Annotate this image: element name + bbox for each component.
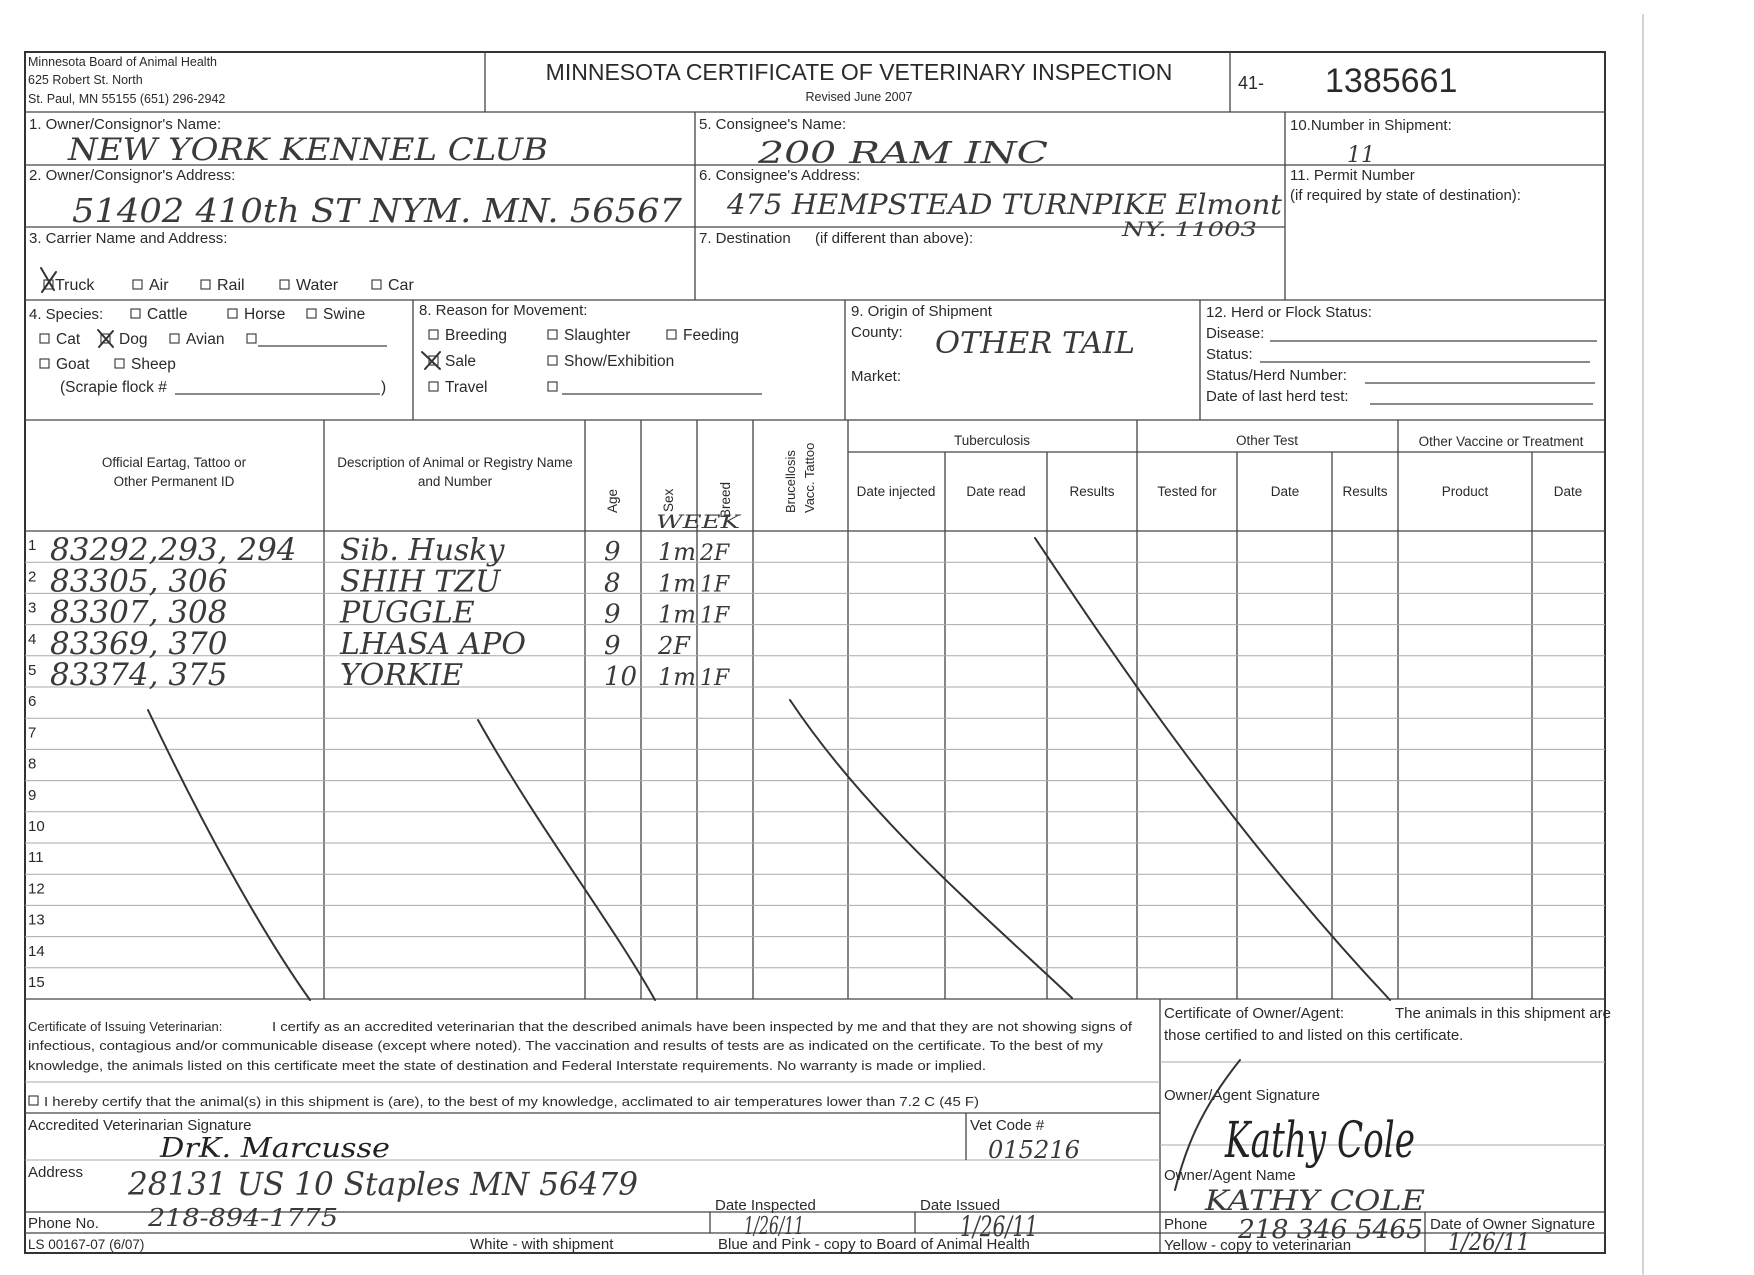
reason-feeding: Feeding (683, 327, 740, 344)
revised-note: Revised June 2007 (805, 90, 913, 104)
vet-address-value[interactable]: 28131 US 10 Staples MN 56479 (127, 1165, 638, 1203)
col-desc-header-2: and Number (417, 474, 493, 489)
carrier-option-car: Car (388, 277, 414, 294)
section-permit-number (1290, 167, 1521, 204)
vet-phone-value[interactable]: 218-894-1775 (146, 1204, 338, 1232)
strike-line-id (148, 710, 310, 1000)
herd-number-label: Status/Herd Number: (1206, 367, 1347, 384)
table-row-number: 12 (28, 880, 45, 898)
table-row-number: 1 (28, 537, 37, 555)
check-mark-dog (98, 330, 113, 347)
carrier-option-air: Air (149, 277, 169, 294)
checkbox-air[interactable] (133, 280, 142, 289)
last-test-label: Date of last herd test: (1206, 388, 1349, 405)
consignee-address-state[interactable]: NY. 11003 (1120, 217, 1257, 241)
scrapie-flock-close: ) (381, 379, 387, 396)
checkbox-slaughter[interactable] (548, 330, 557, 339)
owner-certificate (1160, 1005, 1611, 1256)
col-ot-results: Results (1342, 484, 1388, 499)
animal-age-cell[interactable]: 9 (604, 630, 621, 661)
owner-name-value[interactable]: NEW YORK KENNEL CLUB (66, 132, 548, 168)
consignee-name-value[interactable]: 200 RAM INC (756, 136, 1049, 171)
section-reason-for-movement (419, 302, 762, 396)
checkbox-sheep[interactable] (115, 359, 124, 368)
section-consignee-name (699, 116, 1048, 171)
owner-address-value[interactable]: 51402 410th ST NYM. MN. 56567 (72, 191, 682, 230)
section-species (29, 306, 387, 396)
species-swine: Swine (323, 306, 366, 323)
owner-cert-text-1: The animals in this shipment are (1395, 1005, 1611, 1022)
animal-description-cell[interactable]: Sib. Husky (340, 533, 505, 569)
owner-name-agent-value[interactable]: KATHY COLE (1203, 1184, 1425, 1217)
animal-breed-cell[interactable]: 1F (700, 572, 730, 598)
origin-label: 9. Origin of Shipment (851, 303, 992, 320)
owner-signature-label: Owner/Agent Signature (1164, 1087, 1320, 1104)
table-row-number: 6 (28, 693, 37, 711)
cert-number: 1385661 (1325, 62, 1458, 100)
permit-label: 11. Permit Number (1290, 167, 1415, 184)
col-vt-date: Date (1553, 484, 1583, 499)
animal-age-cell[interactable]: 8 (604, 568, 621, 599)
species-avian: Avian (186, 331, 225, 348)
col-tb-results: Results (1069, 484, 1115, 499)
col-brucellosis-header-1: Brucellosis (783, 450, 798, 513)
reason-travel: Travel (445, 379, 488, 396)
market-label: Market: (851, 368, 902, 385)
reason-slaughter: Slaughter (564, 327, 631, 344)
cert-number-prefix: 41- (1238, 73, 1265, 93)
carrier-option-rail: Rail (217, 277, 245, 294)
animal-sex-cell[interactable]: 1m (658, 663, 697, 691)
species-horse: Horse (244, 306, 286, 323)
table-row-lines (25, 562, 1605, 968)
col-vt-product: Product (1441, 484, 1489, 499)
copy-blue-pink: Blue and Pink - copy to Board of Animal Health (718, 1236, 1030, 1253)
animal-description-cell[interactable]: PUGGLE (340, 595, 475, 631)
vet-cert-line-2: infectious, contagious and/or communicable disease (except where noted). The vaccination and results of tests are as indicated on the certificate. To the best of my (28, 1038, 1104, 1053)
table-row-number: 2 (28, 568, 37, 586)
species-label: 4. Species: (29, 306, 104, 323)
vet-code-value[interactable]: 015216 (988, 1136, 1080, 1164)
vet-cert-line-1: I certify as an accredited veterinarian that the described animals have been inspected by me and that they are not showing signs of (272, 1019, 1133, 1034)
animal-id-cell[interactable]: 83292,293, 294 (50, 532, 297, 569)
col-brucellosis-header-2: Vacc. Tattoo (802, 442, 817, 513)
checkbox-travel[interactable] (429, 382, 438, 391)
vet-cert-label: Certificate of Issuing Veterinarian: (28, 1019, 223, 1034)
vet-code-label: Vet Code # (970, 1117, 1045, 1134)
table-row-number: 10 (28, 818, 45, 835)
county-label: County: (851, 324, 903, 341)
copy-yellow: Yellow - copy to veterinarian (1164, 1237, 1352, 1254)
vet-address-label: Address (28, 1164, 84, 1181)
animal-id-cell[interactable]: 83307, 308 (50, 594, 228, 631)
group-tuberculosis: Tuberculosis (953, 433, 1031, 448)
checkbox-cattle[interactable] (131, 309, 140, 318)
carrier-option-water: Water (296, 277, 339, 294)
age-unit-note: WEEK (656, 511, 743, 533)
destination-note: (if different than above): (815, 230, 974, 247)
owner-date-value[interactable]: 1/26/11 (1448, 1228, 1530, 1256)
vet-signature[interactable]: DrK. Marcusse (158, 1133, 390, 1164)
carrier-option-truck: Truck (55, 277, 95, 294)
owner-name-label: 1. Owner/Consignor's Name: (29, 116, 222, 133)
section-owner-name (29, 116, 548, 168)
county-value[interactable]: OTHER TAIL (935, 326, 1135, 361)
section-number-in-shipment (1290, 117, 1452, 168)
table-row-number: 14 (28, 942, 45, 960)
section-destination (699, 230, 973, 247)
col-sex-header: Sex (661, 488, 676, 512)
checkbox-car[interactable] (372, 280, 381, 289)
permit-note: (if required by state of destination): (1290, 187, 1521, 204)
col-age-header: Age (605, 488, 620, 513)
col-ot-tested-for: Tested for (1157, 484, 1217, 499)
table-row-number: 7 (28, 724, 37, 742)
checkbox-swine[interactable] (307, 309, 316, 318)
checkbox-show[interactable] (548, 356, 557, 365)
table-row-number: 13 (28, 911, 45, 929)
owner-date-label: Date of Owner Signature (1430, 1216, 1596, 1233)
owner-cert-label: Certificate of Owner/Agent: (1164, 1005, 1345, 1022)
reason-show: Show/Exhibition (564, 353, 675, 370)
animal-sex-cell[interactable]: 1m (658, 538, 697, 567)
section-owner-address (29, 167, 682, 230)
form-title: MINNESOTA CERTIFICATE OF VETERINARY INSPECTION (545, 59, 1173, 85)
animal-sex-cell[interactable]: 1m (658, 600, 697, 629)
species-cat: Cat (56, 331, 81, 348)
checkbox-horse[interactable] (228, 309, 237, 318)
animal-breed-cell[interactable]: 1F (700, 666, 730, 691)
animal-breed-cell[interactable]: 2F (700, 541, 730, 567)
date-issued-label: Date Issued (920, 1197, 1001, 1214)
animal-description-cell[interactable]: SHIH TZU (340, 564, 501, 600)
destination-label: 7. Destination (699, 230, 791, 247)
section-herd-status (1206, 304, 1597, 405)
consignee-address-value[interactable]: 475 HEMPSTEAD TURNPIKE Elmont (725, 188, 1283, 221)
animal-sex-cell[interactable]: 1m (658, 569, 697, 598)
animal-id-cell[interactable]: 83374, 375 (50, 657, 228, 693)
agency-street: 625 Robert St. North (28, 73, 143, 87)
table-row-numbers (28, 537, 45, 991)
group-other-vaccine: Other Vaccine or Treatment (1418, 434, 1584, 449)
owner-phone-value[interactable]: 218 346 5465 (1236, 1215, 1423, 1245)
col-tb-date-read: Date read (966, 484, 1026, 499)
acclimation-statement: I hereby certify that the animal(s) in this shipment is (are), to the best of my knowledge, acclimated to air temperatures lower than 7.2 C (45 F) (44, 1094, 979, 1109)
owner-cert-text-2: those certified to and listed on this certificate. (1164, 1027, 1464, 1044)
table-row-entries (50, 532, 730, 693)
checkbox-acclimation[interactable] (29, 1096, 38, 1105)
animal-sex-cell[interactable]: 2F (658, 631, 690, 660)
animal-age-cell[interactable]: 9 (604, 537, 621, 568)
species-cattle: Cattle (147, 306, 188, 323)
animal-table (25, 420, 1605, 1000)
reason-label: 8. Reason for Movement: (419, 302, 588, 319)
consignee-address-label: 6. Consignee's Address: (699, 167, 861, 184)
checkbox-rail[interactable] (201, 280, 210, 289)
copy-white: White - with shipment (470, 1236, 614, 1253)
shipment-count-label: 10.Number in Shipment: (1290, 117, 1452, 134)
table-row-number: 9 (28, 786, 37, 804)
col-breed-header: Breed (718, 481, 733, 518)
col-ot-date: Date (1270, 484, 1300, 499)
col-tb-date-injected: Date injected (856, 484, 936, 499)
owner-name-agent-label: Owner/Agent Name (1164, 1167, 1296, 1184)
animal-id-cell[interactable]: 83369, 370 (50, 625, 228, 662)
owner-phone-label: Phone (1164, 1216, 1208, 1233)
animal-breed-cell[interactable]: 1F (700, 603, 730, 629)
shipment-count-value[interactable]: 11 (1347, 143, 1375, 168)
reason-breeding: Breeding (445, 327, 508, 344)
strike-line-results (1035, 538, 1390, 1000)
checkbox-cat[interactable] (40, 334, 49, 343)
scrapie-flock-label: (Scrapie flock # (60, 379, 167, 396)
checkbox-reason-other[interactable] (548, 382, 557, 391)
carrier-label: 3. Carrier Name and Address: (29, 230, 228, 247)
checkbox-avian[interactable] (170, 334, 179, 343)
table-row-number: 15 (28, 974, 45, 991)
date-inspected-label: Date Inspected (715, 1197, 816, 1214)
checkbox-water[interactable] (280, 280, 289, 289)
section-origin (851, 303, 1135, 385)
header (25, 52, 1605, 112)
herd-status-label: 12. Herd or Flock Status: (1206, 304, 1372, 321)
animal-description-cell[interactable]: YORKIE (340, 658, 464, 693)
col-id-header-2: Other Permanent ID (113, 474, 235, 489)
species-sheep: Sheep (131, 356, 176, 373)
table-row-number: 3 (28, 599, 37, 617)
agency-name: Minnesota Board of Animal Health (28, 55, 217, 69)
animal-age-cell[interactable]: 9 (604, 599, 621, 630)
table-row-number: 5 (28, 662, 37, 679)
species-dog: Dog (119, 331, 148, 348)
col-desc-header-1: Description of Animal or Registry Name (337, 455, 573, 470)
species-goat: Goat (56, 356, 90, 373)
col-id-header-1: Official Eartag, Tattoo or (101, 455, 247, 470)
table-row-number: 4 (28, 630, 37, 648)
checkbox-goat[interactable] (40, 359, 49, 368)
owner-address-label: 2. Owner/Consignor's Address: (29, 167, 236, 184)
consignee-name-label: 5. Consignee's Name: (699, 116, 847, 133)
owner-signature[interactable]: Kathy Cole (1224, 1111, 1415, 1169)
group-other-test: Other Test (1235, 433, 1299, 448)
vet-phone-label: Phone No. (28, 1215, 99, 1232)
strike-line-desc (478, 720, 655, 1000)
table-row-number: 11 (28, 849, 44, 867)
checkbox-species-other[interactable] (247, 334, 256, 343)
strike-line-tests (790, 700, 1072, 998)
checkbox-feeding[interactable] (667, 330, 676, 339)
agency-city-phone: St. Paul, MN 55155 (651) 296-2942 (28, 92, 226, 106)
vet-signature-label: Accredited Veterinarian Signature (28, 1117, 252, 1134)
animal-description-cell[interactable]: LHASA APO (340, 626, 526, 662)
date-inspected-value[interactable]: 1/26/11 (744, 1212, 804, 1240)
section-carrier (29, 230, 414, 294)
animal-age-cell[interactable]: 10 (604, 662, 638, 692)
animal-id-cell[interactable]: 83305, 306 (50, 563, 228, 600)
checkbox-breeding[interactable] (429, 330, 438, 339)
form-code: LS 00167-07 (6/07) (28, 1237, 145, 1252)
table-row-number: 8 (28, 755, 37, 773)
date-issued-value[interactable]: 1/26/11 (960, 1210, 1038, 1243)
status-label: Status: (1206, 346, 1253, 363)
vet-cert-line-3: knowledge, the animals listed on this certificate meet the state of destination and Federal Interstate requirements. No warranty is made or implied. (28, 1058, 986, 1073)
reason-sale: Sale (445, 353, 477, 370)
disease-label: Disease: (1206, 325, 1265, 342)
footer (28, 1236, 1351, 1254)
